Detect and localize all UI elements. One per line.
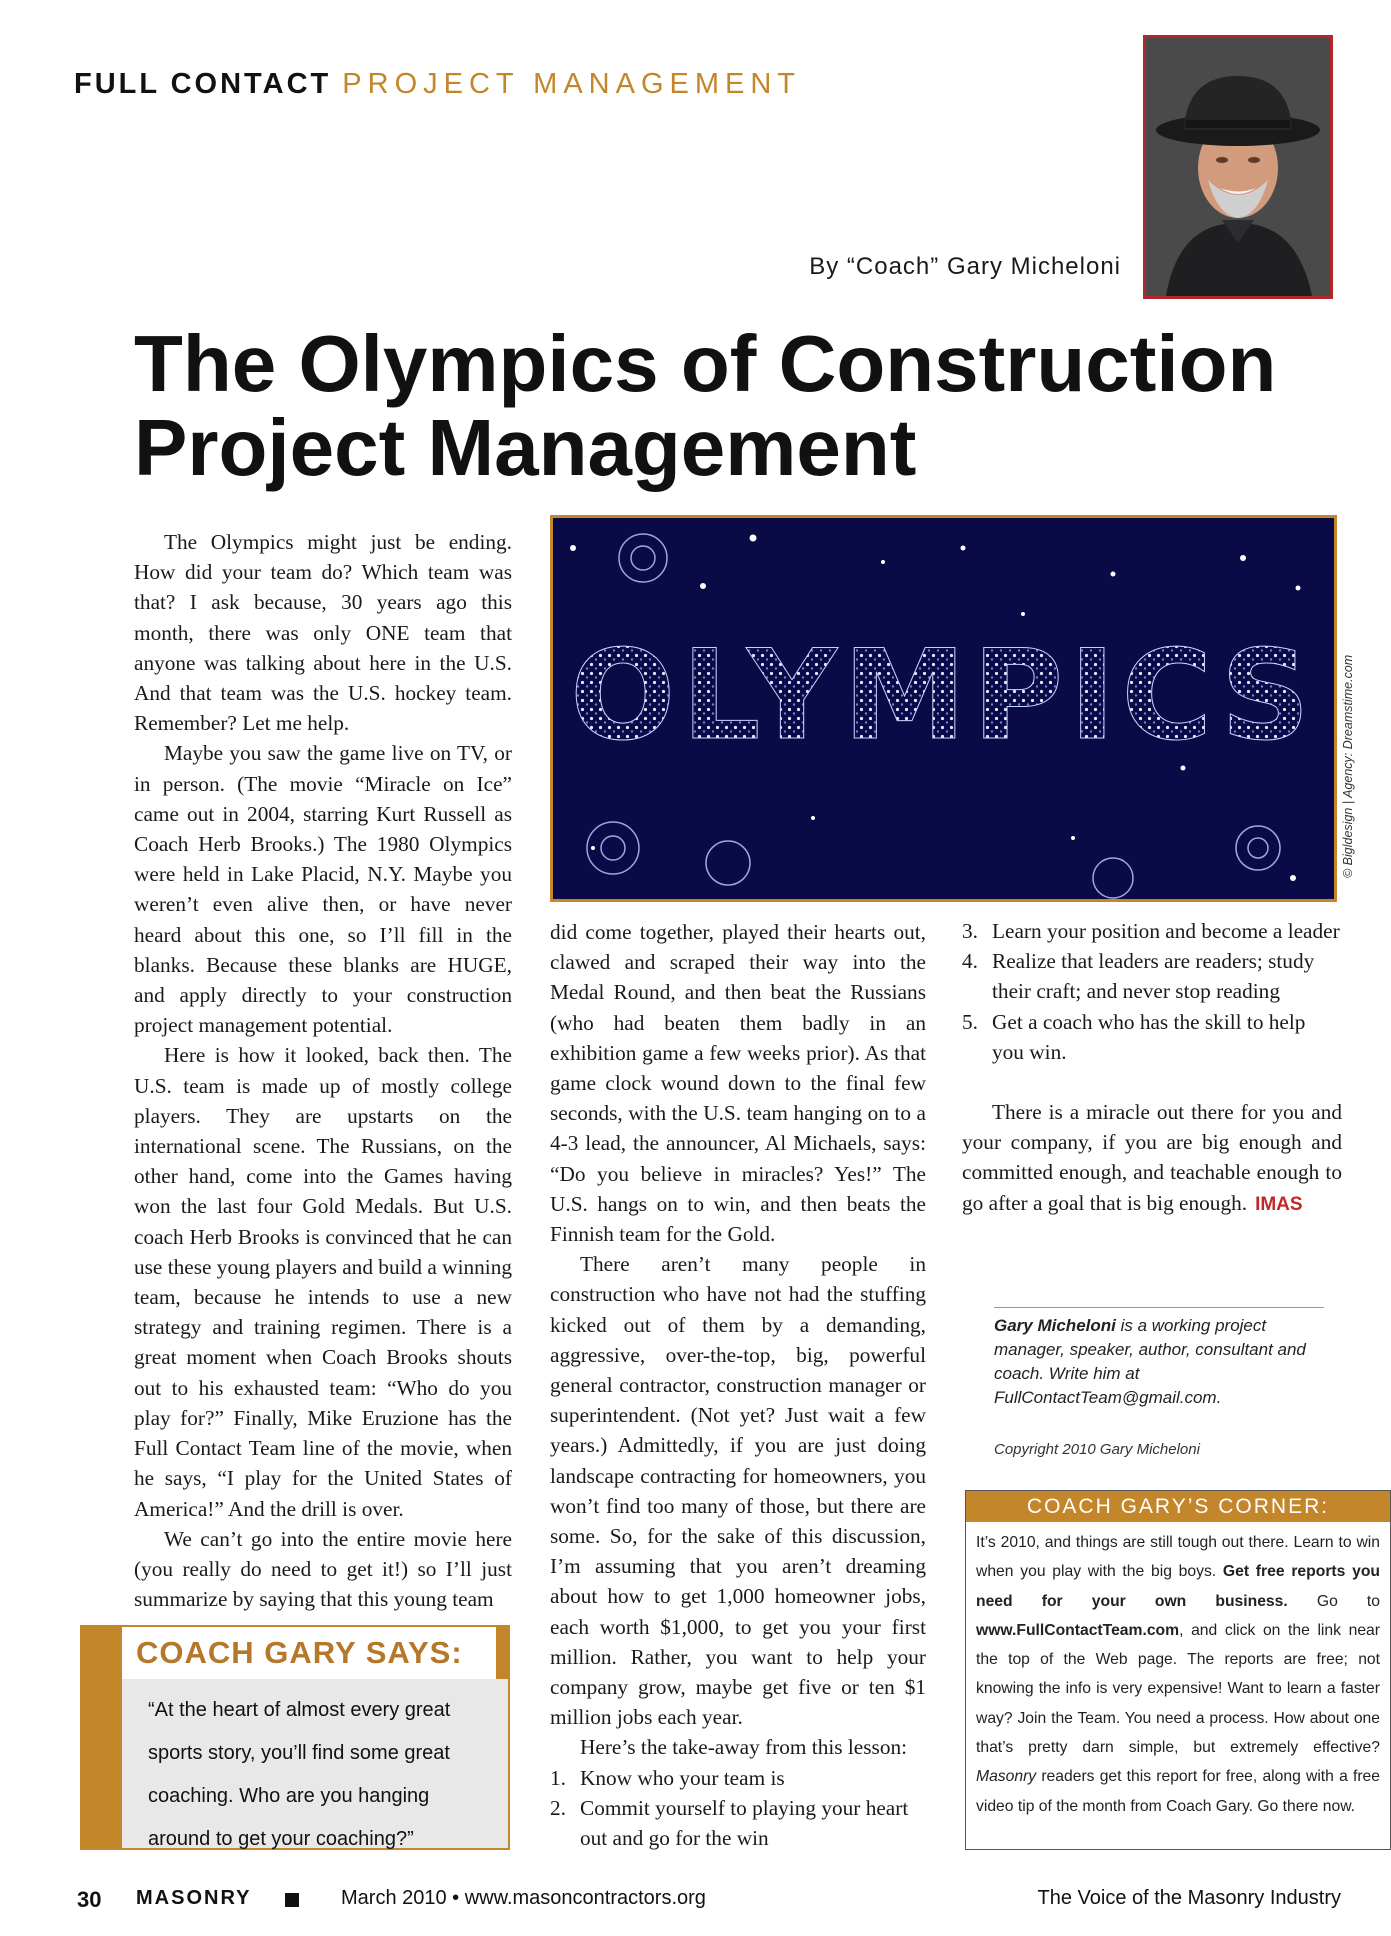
column-3 — [962, 916, 1342, 1220]
paragraph: There aren’t many people in construction who have not had the stuffing kicked out of them by a demanding, aggressive, over-the-top, big, powerful general contractor, construction manager or superintendent. (Not yet? Just wait a few years.) Admittedly, if you are just doing landscape contracting for homeowners, you won’t find too many of those, but there are some. So, for the sake of this discussion, I’m assuming that you aren’t dreaming about how to get 1,000 homeowner jobs, each worth $1,000, to get you your first million. Rather, you want to help your company grow, maybe get five or ten $1 million jobs each year. — [550, 1252, 926, 1730]
says-accent-bar — [82, 1627, 122, 1848]
list-item: 3. Learn your position and become a leader — [962, 919, 1340, 943]
author-bio — [994, 1307, 1324, 1410]
magazine-name: MASONRY — [136, 1887, 252, 1909]
coach-says-quote: “At the heart of almost every great sports story, you’ll find some great coaching. Who are you hanging around to get your coaching?” — [148, 1699, 451, 1850]
photo-credit-text: © Bigldesign | Agency: Dreamstime.com — [1341, 654, 1355, 878]
photo-credit — [1332, 610, 1362, 880]
bio-text: is a working project manager, speaker, author, consultant and coach. Write him at FullContactTeam@gmail.com. — [994, 1316, 1306, 1407]
coach-says-box — [80, 1625, 510, 1850]
kicker-bold: FULL CONTACT — [74, 68, 332, 100]
takeaway-list — [550, 1763, 926, 1854]
list-item: 2. Commit yourself to playing your heart out and go for the win — [550, 1795, 909, 1851]
copyright: Copyright 2010 Gary Micheloni — [994, 1441, 1200, 1458]
column-1 — [134, 527, 512, 1614]
article-title — [134, 319, 1334, 492]
column-2 — [550, 917, 926, 1853]
coach-corner-heading: COACH GARY’S CORNER: — [966, 1491, 1390, 1522]
author-photo — [1143, 35, 1333, 299]
paragraph: did come together, played their hearts out, clawed and scraped their way into the Medal Round, and then beat the Russians (who had beaten them badly in an exhibition game a few weeks prior). As that game clock wound down to the final few seconds, with the U.S. team hanging on to a 4-3 lead, the announcer, Al Michaels, says: “Do you believe in miracles? Yes!” The U.S. hangs on to win, and then beats the Finnish team for the Gold. — [550, 920, 926, 1247]
coach-says-heading: COACH GARY SAYS: — [122, 1627, 496, 1679]
footer-tagline: The Voice of the Masonry Industry — [1037, 1887, 1341, 1909]
list-item: 1. Know who your team is — [550, 1765, 785, 1790]
issue-date-url: March 2010 • www.masoncontractors.org — [341, 1887, 706, 1909]
takeaway-list-continued — [962, 916, 1342, 1067]
paragraph: The Olympics might just be ending. How did your team do? Which team was that? I ask because, 30 years ago this month, there was only ONE team that anyone was talking about here in the U.S. And that team was the U.S. hockey team. Remember? Let me help. — [134, 530, 512, 736]
page-number: 30 — [77, 1887, 102, 1912]
closing-paragraph: There is a miracle out there for you and your company, if you are big enough and committed enough, and teachable enough to go after a goal that is big enough. IMAS — [962, 1100, 1342, 1215]
website-link[interactable]: www.FullContactTeam.com — [976, 1621, 1180, 1639]
byline: By “Coach” Gary Micheloni — [809, 253, 1121, 280]
footer-square — [285, 1893, 299, 1907]
end-mark: IMAS — [1255, 1193, 1303, 1215]
kicker-light: PROJECT MANAGEMENT — [342, 68, 802, 100]
paragraph: We can’t go into the entire movie here (you really do need to get it!) so I’ll just summarize by saying that this young team — [134, 1526, 512, 1612]
title-line-1: The Olympics of Construction — [134, 319, 1277, 408]
says-accent-bar-right — [496, 1627, 508, 1679]
paragraph: Here’s the take-away from this lesson: — [580, 1735, 908, 1760]
paragraph: Here is how it looked, back then. The U.S. team is made up of mostly college players. They are upstarts on the international scene. The Russians, on the other hand, come into the Games having won the last four Gold Medals. But U.S. coach Herb Brooks is convinced that he can use these young players and build a winning team, because he intends to use a new strategy and training regimen. There is a great moment when Coach Brooks shouts out to his exhausted team: “Who do you play for?” Finally, Mike Eruzione has the Full Contact Team line of the movie, when he says, “I play for the United States of America!” And the drill is over. — [134, 1043, 512, 1521]
bio-name: Gary Micheloni — [994, 1316, 1116, 1335]
title-line-2: Project Management — [134, 403, 917, 492]
list-item: 4. Realize that leaders are readers; study their craft; and never stop reading — [962, 949, 1315, 1004]
image-wordmark: OLYMPICS — [570, 624, 1316, 768]
section-kicker — [74, 68, 801, 101]
list-item: 5. Get a coach who has the skill to help you win. — [962, 1009, 1306, 1064]
coach-corner-body: It’s 2010, and things are still tough out there. Learn to win when you play with the big boys. Get free reports you need for your own business. Go to www.FullContactTeam.com, and click on the link near the top of the Web page. The reports are free; not knowing the info is very expensive! Want to learn a faster way? Join the Team. You need a process. How about one that’s pretty darn simple, but extremely effective? Masonry readers get this report for free, along with a free video tip of the month from Coach Gary. Go there now. — [976, 1534, 1381, 1815]
coach-corner-box — [965, 1490, 1391, 1850]
paragraph: Maybe you saw the game live on TV, or in person. (The movie “Miracle on Ice” came out in 2004, starring Kurt Russell as Coach Herb Brooks.) The 1980 Olympics were held in Lake Placid, N.Y. Maybe you weren’t even alive then, or have never heard about this one, so I’ll fill in the blanks. Because these blanks are HUGE, and apply directly to your construction project management potential. — [134, 741, 512, 1038]
olympics-image — [550, 515, 1337, 902]
